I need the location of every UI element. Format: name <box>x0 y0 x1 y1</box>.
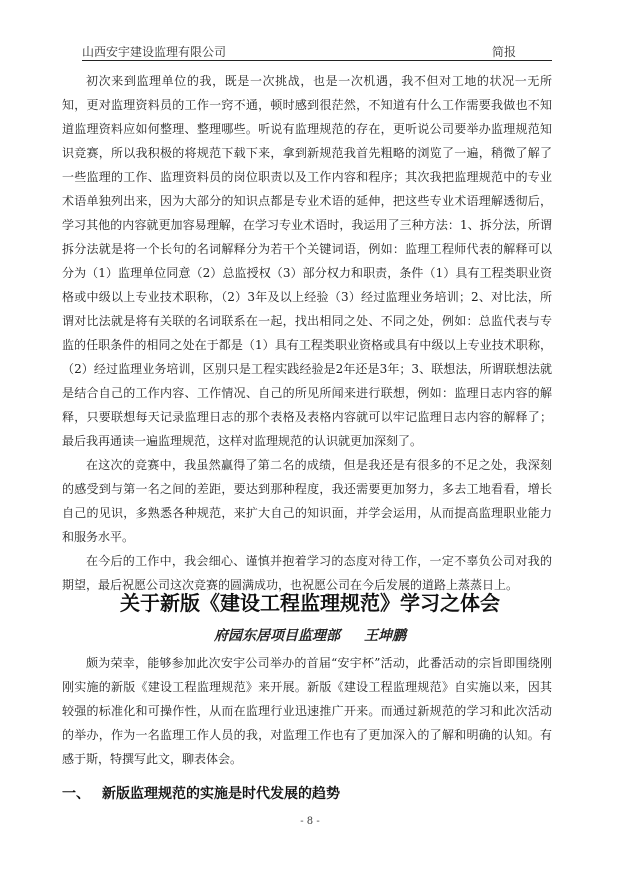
intro-text <box>62 69 552 597</box>
article-body <box>62 651 552 771</box>
department-name: 府园东居项目监理部 <box>214 628 340 644</box>
paragraph: 在这次的竞赛中，我虽然赢得了第二名的成绩，但是我还是有很多的不足之处，我深刻的感受到与第一名之间的差距，要达到那种程度，我还需要更加努力，多去工地看看，增长自己的见识，多熟悉各种规范，来扩大自己的知识面，并学会运用，从而提高监理职业能力和服务水平。 <box>62 458 552 544</box>
company-name: 山西安宇建设监理有限公司 <box>82 45 227 59</box>
article-byline <box>0 625 620 645</box>
section-heading <box>62 783 340 803</box>
paragraph: 初次来到监理单位的我，既是一次挑战，也是一次机遇，我不但对工地的状况一无所知，更对监理资料员的工作一窍不通，顿时感到很茫然，不知道有什么工作需要我做也不知道监理资料应如何整理、整理哪些。听说有监理规范的存在，更听说公司要举办监理规范知识竞赛，所以我积极的将规范下载下来，拿到新规范我首先粗略的浏览了一遍，稍微了解了一些监理的工作、监理资料员的岗位职责以及工作内容和程序；其次我把监理规范中的专业术语单独列出来，因为大部分的知识点都是专业术语的延伸，把这些专业术语理解透彻后，学习其他的内容就更加容易理解，在学习专业术语时，我运用了三种方法：1、拆分法，所谓拆分法就是将一个长句的名词解释分为若干个关键词语，例如：监理工程师代表的解释可以分为（1）监理单位同意（2）总监授权（3）部分权力和职责，条件（1）具有工程类职业资格或中级以上专业技术职称，（2）3年及以上经验（3）经过监理业务培训；2、对比法，所谓对比法就是将有关联的名词联系在一起，找出相同之处、不同之处，例如：总监代表与专监的任职条件的相同之处在于都是（1）具有工程类职业资格或具有中级以上专业技术职称，（2）经过监理业务培训，区别只是工程实践经验是2年还是3年；3、联想法，所谓联想法就是结合自己的工作内容、工作情况、自己的所见所闻来进行联想，例如：监理日志内容的解释，只要联想每天记录监理日志的那个表格及表格内容就可以牢记监理日志内容的解释了；最后我再通读一遍监理规范，这样对监理规范的认识就更加深刻了。 <box>62 74 552 448</box>
author-name: 王坤鹏 <box>364 628 406 644</box>
article-title: 关于新版《建设工程监理规范》学习之体会 <box>120 591 500 615</box>
page-header <box>82 40 552 61</box>
paragraph: 在今后的工作中，我会细心、谨慎并抱着学习的态度对待工作，一定不辜负公司对我的期望，最后祝愿公司这次竞赛的圆满成功，也祝愿公司在今后发展的道路上蒸蒸日上。 <box>62 554 552 592</box>
section-title: 新版监理规范的实施是时代发展的趋势 <box>102 786 340 802</box>
paragraph: 颇为荣幸，能够参加此次安宇公司举办的首届“安宇杯”活动，此番活动的宗旨即围绕刚刚实施的新版《建设工程监理规范》来开展。新版《建设工程监理规范》自实施以来，因其较强的标准化和可操作性，从而在监理行业迅速推广开来。而通过新规范的学习和此次活动的举办，作为一名监理工作人员的我，对监理工作也有了更加深入的了解和明确的认知。有感于斯，特撰写此文，聊表体会。 <box>62 656 552 766</box>
header-label: 简报 <box>491 45 516 59</box>
page-number: - 8 - <box>300 816 320 827</box>
section-number: 一、 <box>62 786 90 802</box>
